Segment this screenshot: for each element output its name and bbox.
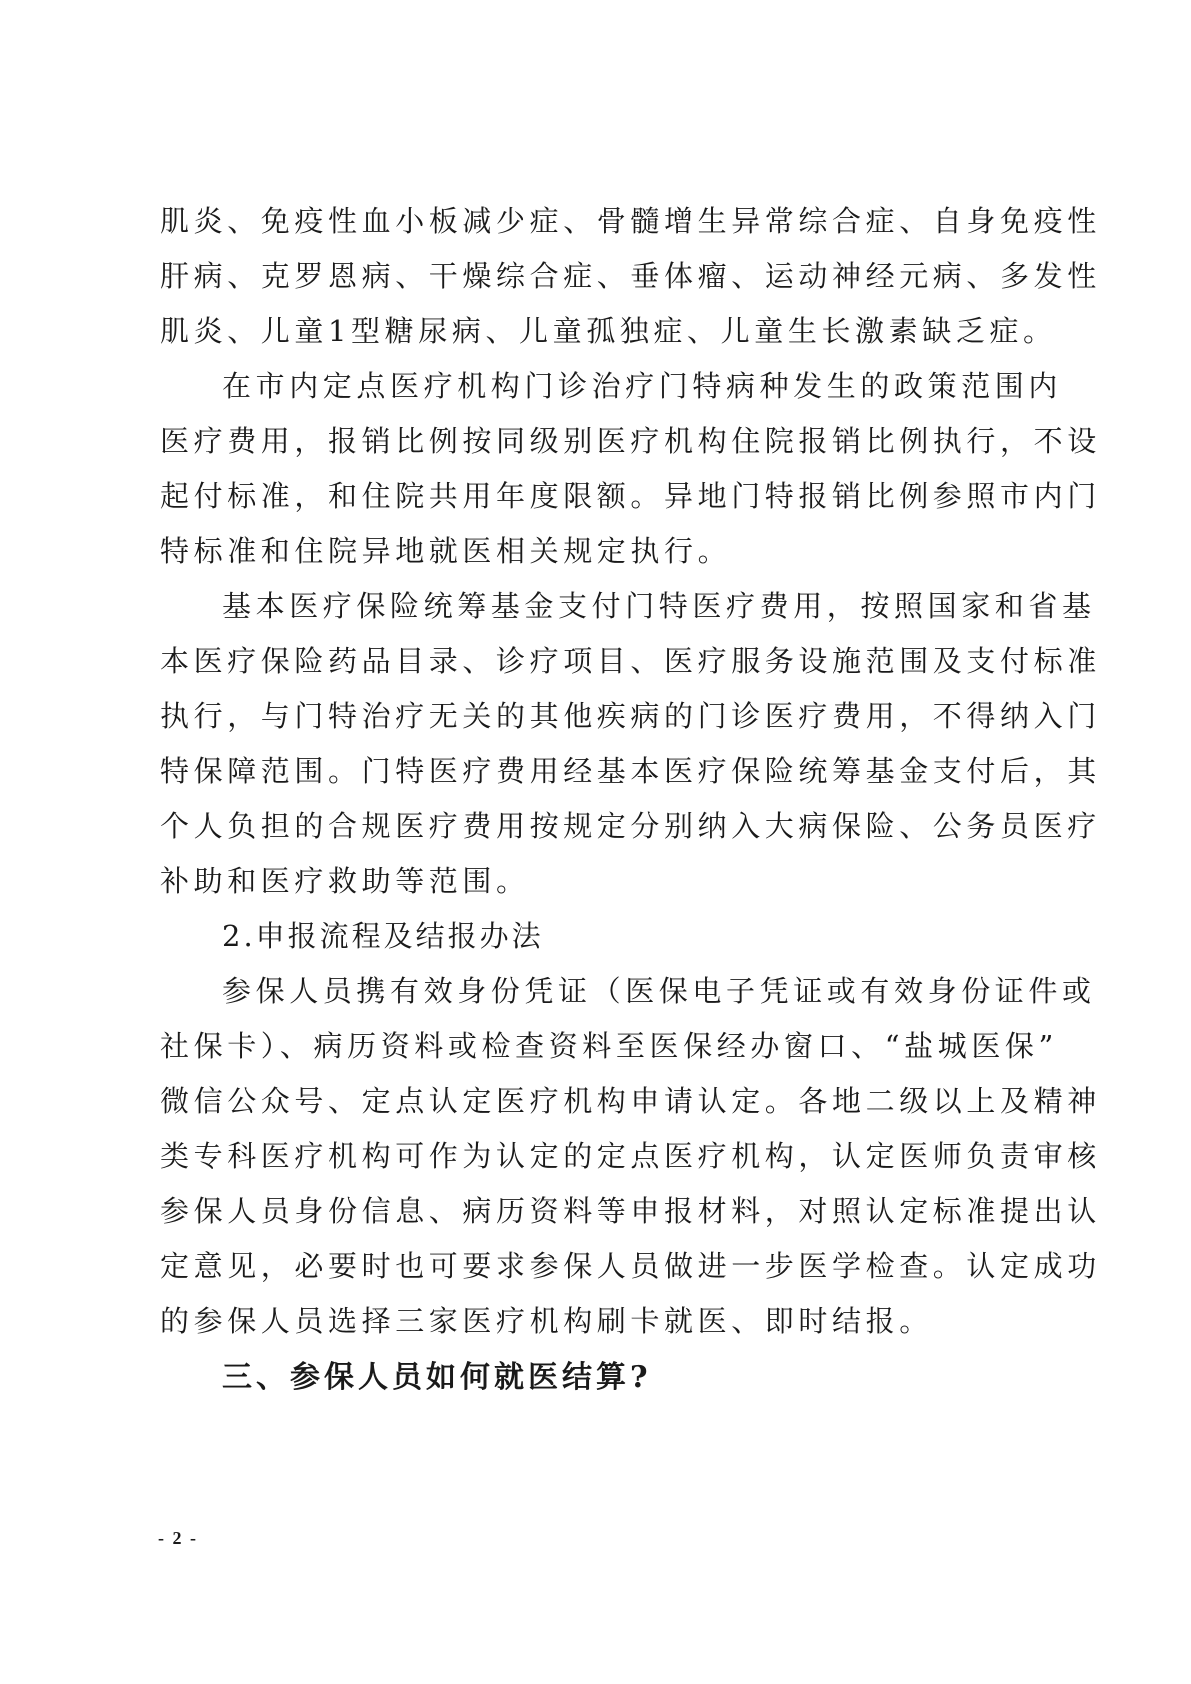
paragraph-line: 参保人员携有效身份凭证（医保电子凭证或有效身份证件或 (222, 974, 1096, 1008)
paragraph-line: 肝病、克罗恩病、干燥综合症、垂体瘤、运动神经元病、多发性 (160, 259, 1101, 293)
page-number: - 2 - (158, 1528, 198, 1548)
paragraph-line: 执行，与门特治疗无关的其他疾病的门诊医疗费用，不得纳入门 (160, 699, 1101, 733)
paragraph-line: 特保障范围。门特医疗费用经基本医疗保险统筹基金支付后，其 (160, 754, 1101, 788)
paragraph-line: 医疗费用，报销比例按同级别医疗机构住院报销比例执行，不设 (160, 424, 1101, 458)
paragraph-line: 基本医疗保险统筹基金支付门特医疗费用，按照国家和省基 (222, 589, 1096, 623)
paragraph-line: 定意见，必要时也可要求参保人员做进一步医学检查。认定成功 (160, 1249, 1101, 1283)
paragraph-line: 起付标准，和住院共用年度限额。异地门特报销比例参照市内门 (160, 479, 1101, 513)
paragraph-line: 个人负担的合规医疗费用按规定分别纳入大病保险、公务员医疗 (160, 809, 1101, 843)
paragraph-line: 社保卡）、病历资料或检查资料至医保经办窗口、“盐城医保” (160, 1029, 1058, 1063)
paragraph-line: 类专科医疗机构可作为认定的定点医疗机构，认定医师负责审核 (160, 1139, 1101, 1173)
paragraph-line: 肌炎、儿童1型糖尿病、儿童孤独症、儿童生长激素缺乏症。 (160, 314, 1057, 348)
paragraph-line: 本医疗保险药品目录、诊疗项目、医疗服务设施范围及支付标准 (160, 644, 1101, 678)
paragraph-line: 特标准和住院异地就医相关规定执行。 (160, 534, 732, 568)
paragraph-line: 的参保人员选择三家医疗机构刷卡就医、即时结报。 (160, 1304, 933, 1338)
paragraph-line: 在市内定点医疗机构门诊治疗门特病种发生的政策范围内 (222, 369, 1063, 403)
section-heading: 三、参保人员如何就医结算? (222, 1360, 652, 1395)
subsection-heading: 2.申报流程及结报办法 (222, 919, 544, 953)
paragraph-line: 补助和医疗救助等范围。 (160, 864, 530, 898)
paragraph-line: 微信公众号、定点认定医疗机构申请认定。各地二级以上及精神 (160, 1084, 1101, 1118)
paragraph-line: 肌炎、免疫性血小板减少症、骨髓增生异常综合症、自身免疫性 (160, 204, 1101, 238)
paragraph-line: 参保人员身份信息、病历资料等申报材料，对照认定标准提出认 (160, 1194, 1101, 1228)
